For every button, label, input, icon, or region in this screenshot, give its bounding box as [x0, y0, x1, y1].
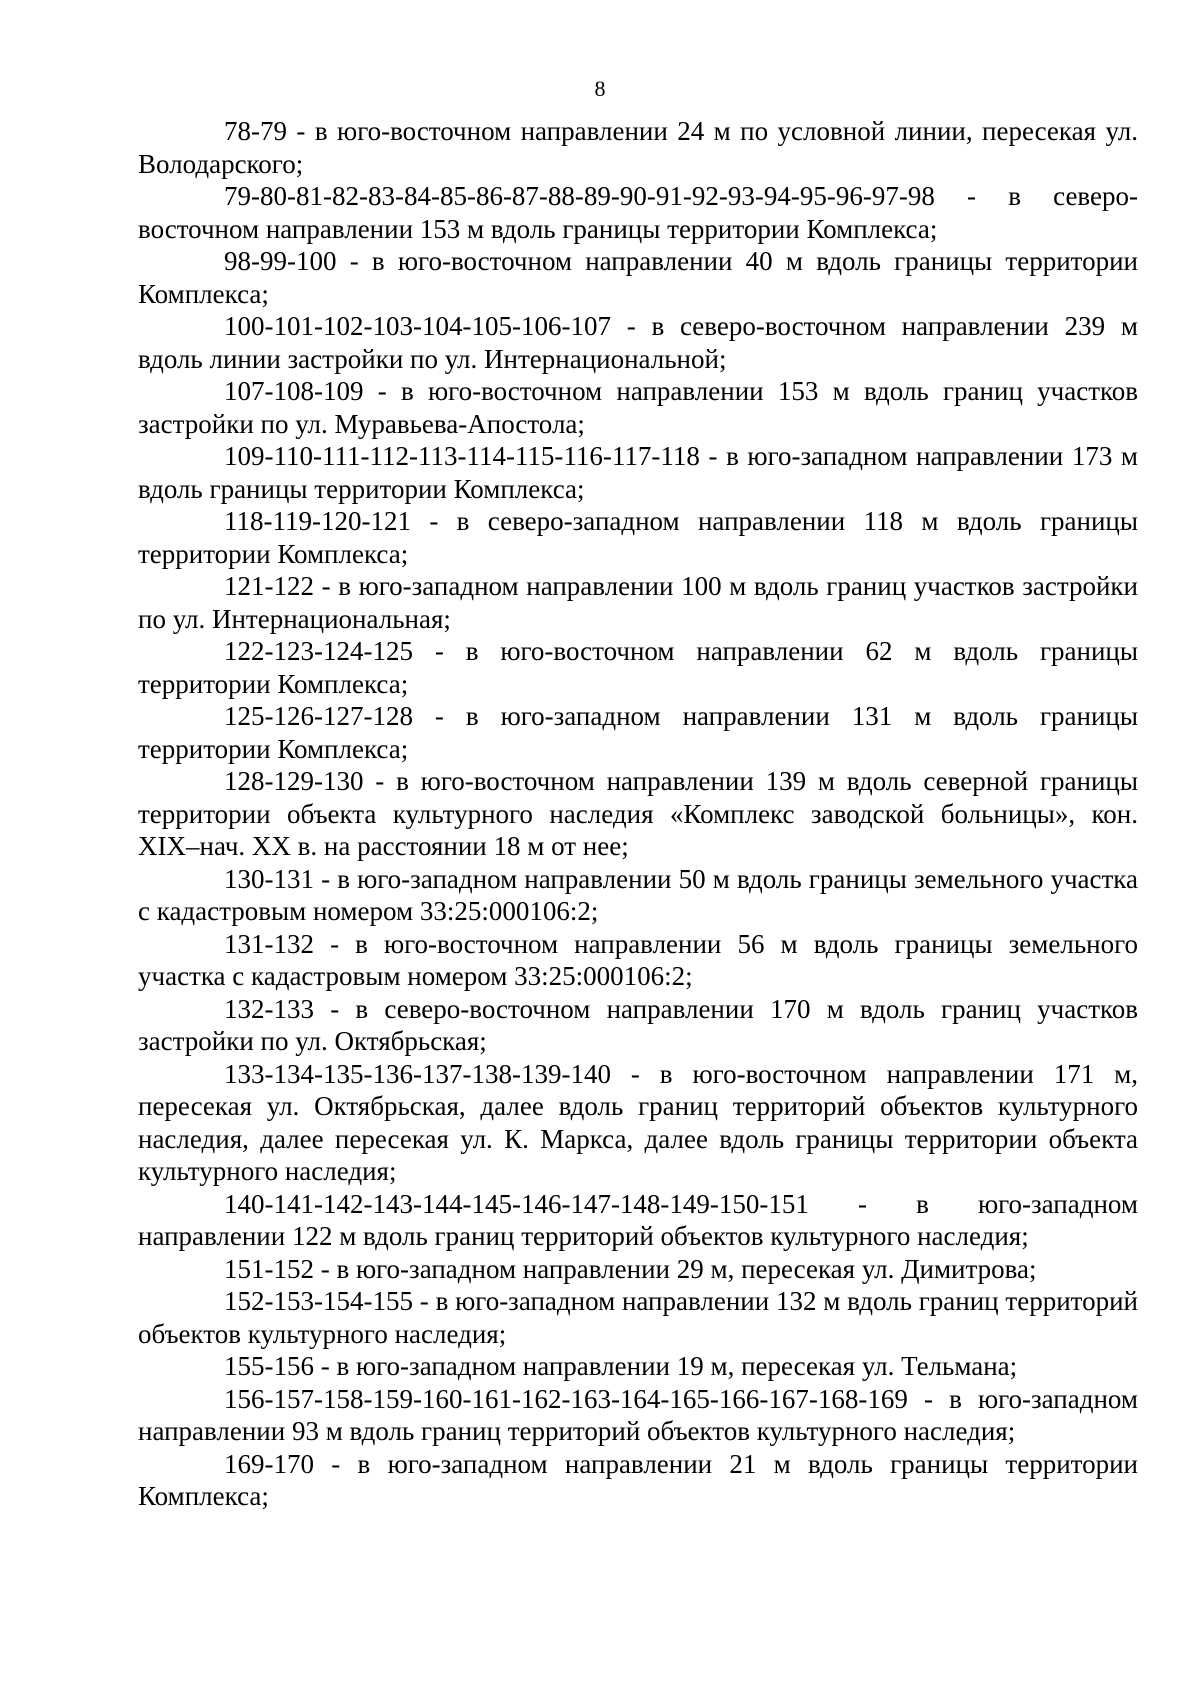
- boundary-segment-paragraph: 155-156 - в юго-западном направлении 19 м, пересекая ул. Тельмана;: [224, 1351, 1018, 1381]
- boundary-segment-paragraph: 109-110-111-112-113-114-115-116-117-118 - в юго-западном направлении 173 м вдоль границы территории Комплекса;: [138, 441, 1138, 504]
- boundary-segment-paragraph: 151-152 - в юго-западном направлении 29 м, пересекая ул. Димитрова;: [224, 1253, 1037, 1284]
- boundary-segment-paragraph: 140-141-142-143-144-145-146-147-148-149-150-151 - в юго-западном направлении 122 м вдоль границ территорий объектов культурного наследия;: [138, 1188, 1138, 1251]
- boundary-segment-paragraph: 79-80-81-82-83-84-85-86-87-88-89-90-91-92-93-94-95-96-97-98 - в северо-восточном направлении 153 м вдоль границы территории Комплекса;: [138, 181, 1138, 244]
- boundary-segment-paragraph: 131-132 - в юго-восточном направлении 56 м вдоль границы земельного участка с кадастровым номером 33:25:000106:2;: [138, 928, 1138, 991]
- boundary-segment-paragraph: 152-153-154-155 - в юго-западном направлении 132 м вдоль границ территорий объектов культурного наследия;: [138, 1286, 1138, 1349]
- boundary-segment-paragraph: 107-108-109 - в юго-восточном направлении 153 м вдоль границ участков застройки по ул. Муравьева-Апостола;: [138, 376, 1138, 439]
- boundary-segment-paragraph: 132-133 - в северо-восточном направлении 170 м вдоль границ участков застройки по ул. Октябрьская;: [138, 993, 1138, 1056]
- boundary-segment-paragraph: 169-170 - в юго-западном направлении 21 м вдоль границы территории Комплекса;: [138, 1448, 1138, 1511]
- boundary-segment-paragraph: 133-134-135-136-137-138-139-140 - в юго-восточном направлении 171 м, пересекая ул. Октябрьская, далее вдоль границ территорий объектов культурного наследия, далее пересекая ул. К. Маркса, далее вдоль границы территории объекта культурного наследия;: [138, 1058, 1138, 1186]
- boundary-segment-paragraph: 156-157-158-159-160-161-162-163-164-165-166-167-168-169 - в юго-западном направлении 93 м вдоль границ территорий объектов культурного наследия;: [138, 1383, 1138, 1446]
- boundary-segment-paragraph: 125-126-127-128 - в юго-западном направлении 131 м вдоль границы территории Комплекса;: [138, 701, 1138, 764]
- boundary-segment-paragraph: 98-99-100 - в юго-восточном направлении 40 м вдоль границы территории Комплекса;: [138, 246, 1138, 309]
- boundary-segment-paragraph: 100-101-102-103-104-105-106-107 - в северо-восточном направлении 239 м вдоль линии застройки по ул. Интернациональной;: [138, 311, 1138, 374]
- boundary-segment-paragraph: 78-79 - в юго-восточном направлении 24 м по условной линии, пересекая ул. Володарского;: [138, 116, 1138, 179]
- boundary-description-text: [138, 115, 1138, 1513]
- boundary-segment-paragraph: 128-129-130 - в юго-восточном направлении 139 м вдоль северной границы территории объекта культурного наследия «Комплекс заводской больницы», кон. XIX–нач. XX в. на расстоянии 18 м от нее;: [138, 766, 1138, 861]
- boundary-segment-paragraph: 130-131 - в юго-западном направлении 50 м вдоль границы земельного участка с кадастровым номером 33:25:000106:2;: [138, 863, 1138, 926]
- page-number: 8: [594, 76, 606, 101]
- boundary-segment-paragraph: 122-123-124-125 - в юго-восточном направлении 62 м вдоль границы территории Комплекса;: [138, 636, 1138, 699]
- boundary-segment-paragraph: 121-122 - в юго-западном направлении 100 м вдоль границ участков застройки по ул. Интернациональная;: [138, 571, 1138, 634]
- boundary-segment-paragraph: 118-119-120-121 - в северо-западном направлении 118 м вдоль границы территории Комплекса;: [138, 506, 1138, 569]
